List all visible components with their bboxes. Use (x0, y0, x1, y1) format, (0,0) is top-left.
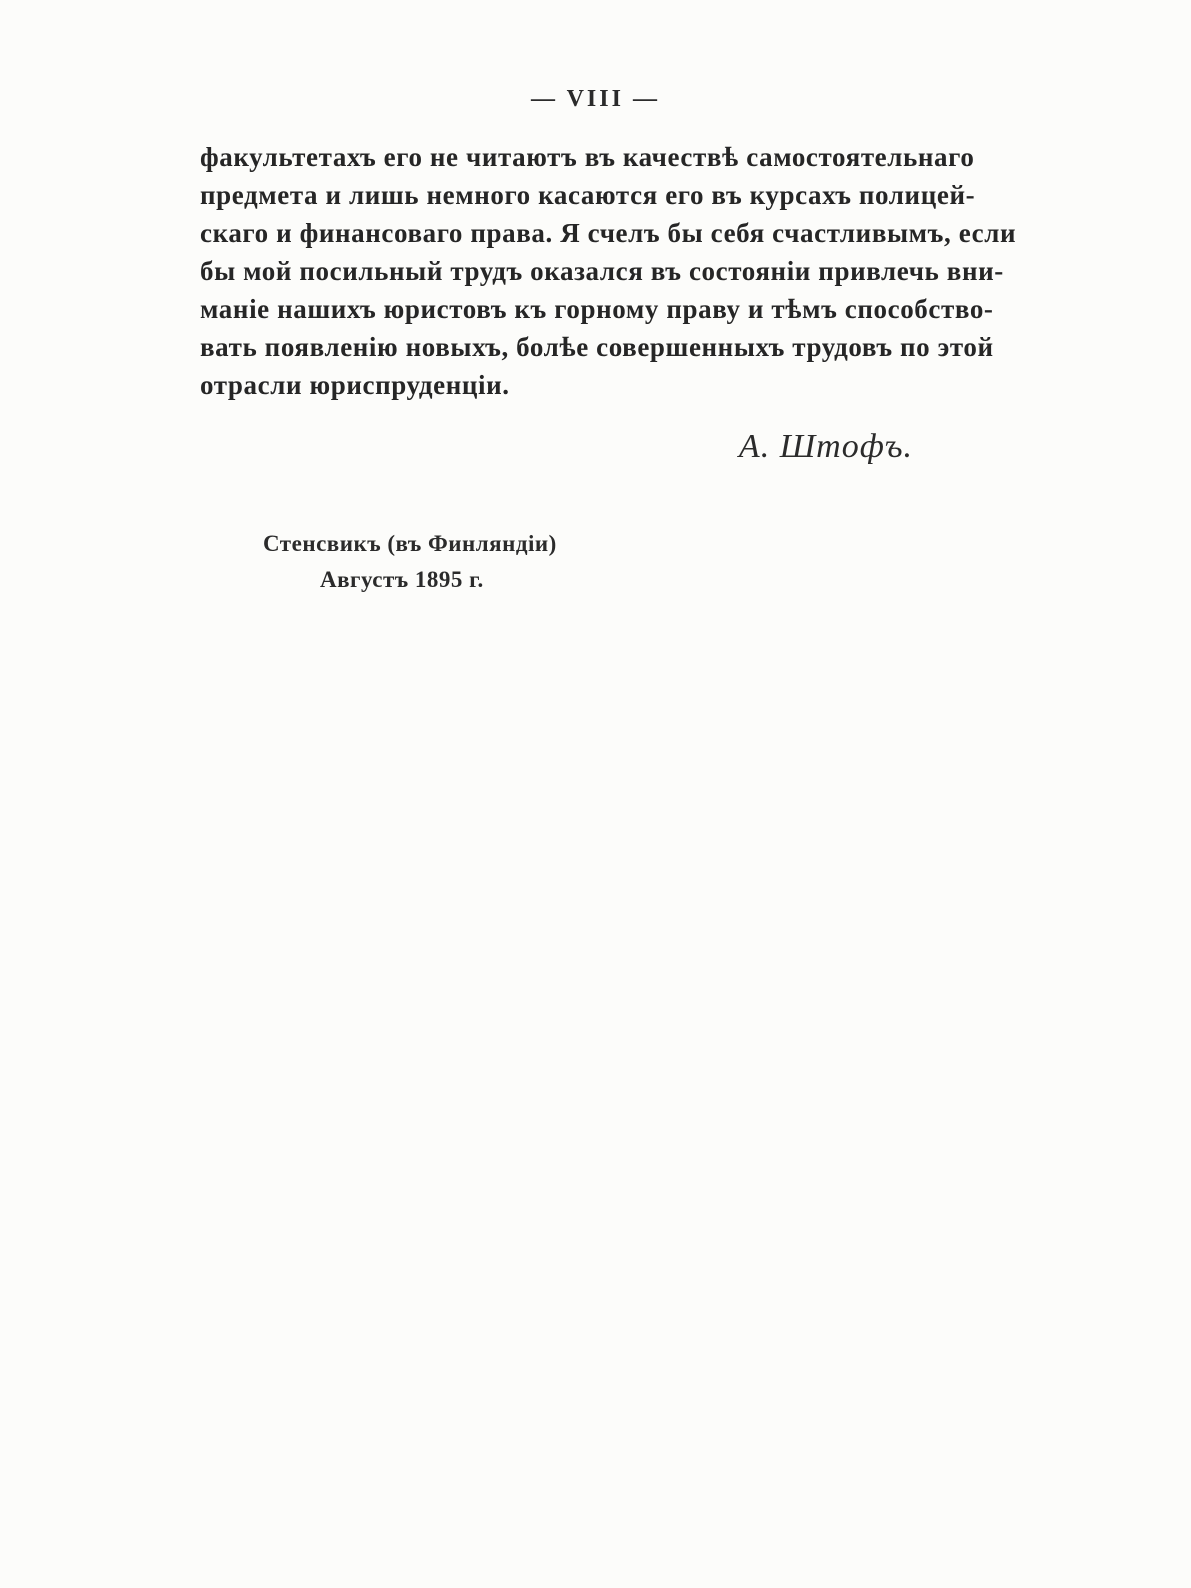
paragraph-line: маніе нашихъ юристовъ къ горному праву и тѣмъ способство- (200, 294, 994, 324)
paragraph-line: скаго и финансоваго права. Я счелъ бы себя счастливымъ, если (200, 218, 1017, 248)
paragraph-line: отрасли юриспруденціи. (200, 370, 510, 400)
author-signature: А. Штофъ. (738, 428, 913, 465)
colophon (263, 531, 557, 593)
paragraph-line: предмета и лишь немного касаются его въ курсахъ полицей- (200, 180, 976, 210)
paragraph-line: факультетахъ его не читаютъ въ качествѣ самостоятельнаго (200, 142, 975, 172)
paragraph-line: бы мой посильный трудъ оказался въ состояніи привлечь вни- (200, 256, 1004, 286)
paragraph-line: вать появленію новыхъ, болѣе совершенныхъ трудовъ по этой (200, 332, 994, 362)
colophon-date: Августъ 1895 г. (320, 567, 484, 592)
page-number-header: — VIII — (531, 86, 660, 112)
colophon-place: Стенсвикъ (въ Финляндіи) (263, 531, 557, 556)
preface-paragraph (200, 138, 1017, 404)
